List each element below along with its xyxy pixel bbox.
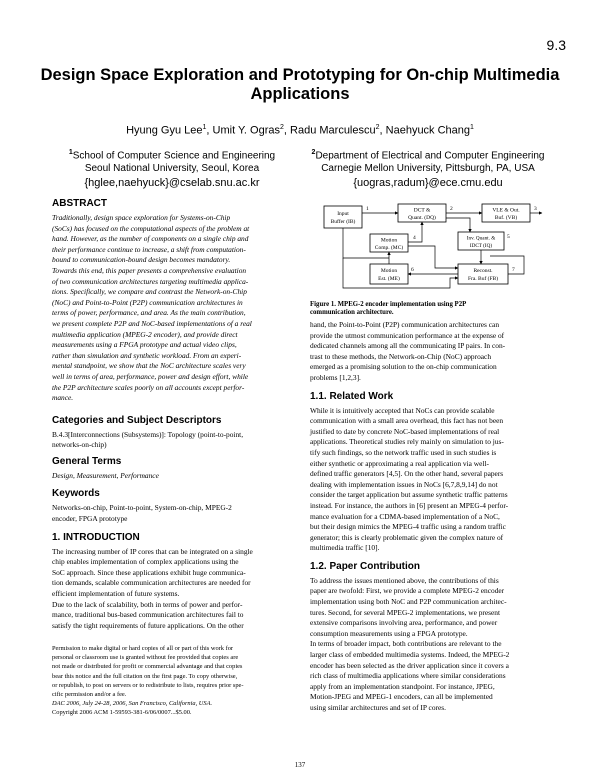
intro-line: efficient implementation of future systems. xyxy=(52,589,180,599)
abstract-line: well in terms of area, performance, power and design effort, while xyxy=(52,371,249,381)
author-affiliation-mark: 2 xyxy=(375,124,380,131)
affiliation-dept: School of Computer Science and Engineering xyxy=(72,150,276,162)
contribution-line: In terms of broader impact, both contributions are relevant to the xyxy=(310,639,502,649)
affiliation-email: {hglee,naehyuck}@cselab.snu.ac.kr xyxy=(84,177,260,190)
left-column xyxy=(52,198,290,631)
block-inv-quant-idct xyxy=(458,232,504,250)
abstract-heading: ABSTRACT xyxy=(52,198,107,209)
related-work-line: While it is intuitively accepted that NoCs can provide scalable xyxy=(310,405,495,415)
edge-label: 2 xyxy=(450,206,453,212)
conference-info: DAC 2006, July 24-28, 2006, San Francisco, California, USA. xyxy=(52,700,213,708)
intro-line: chip enables implementation of complex applications using the xyxy=(52,557,239,567)
block-label: Inv. Quant. & xyxy=(466,235,496,242)
permission-line: not made or distributed for profit or commercial advantage and that copies xyxy=(52,663,243,671)
author-name: Naehyuck Chang xyxy=(385,124,471,137)
abstract-line: Traditionally, design space exploration for Systems-on-Chip xyxy=(52,213,231,222)
related-work-line: instead. For instance, the authors in [6] present an MPEG-4 perfor- xyxy=(310,500,509,510)
categories-line: networks-on-chip) xyxy=(52,440,107,450)
contribution-line: rich class of multimedia applications where similar considerations xyxy=(310,671,506,681)
affiliation-email: {uogras,radum}@ece.cmu.edu xyxy=(353,177,503,190)
contribution-line: larger class of embedded multimedia systems. Indeed, the MPEG-2 xyxy=(310,650,510,660)
intro-cont-line: trast to these methods, the Network-on-Chip (NoC) approach xyxy=(310,351,492,361)
permission-notice xyxy=(52,644,290,718)
block-vle-output xyxy=(482,204,530,222)
contribution-line: To address the issues mentioned above, the contributions of this xyxy=(310,575,499,585)
abstract-line: measurements using a FPGA prototype and actual video clips, xyxy=(52,340,237,350)
related-work-line: tify such findings, so the network traffic used in such studies is xyxy=(310,447,497,457)
related-work-heading: 1.1. Related Work xyxy=(310,390,394,402)
block-label: DCT & xyxy=(413,207,431,214)
abstract-line: tions. Specifically, we compare and contrast the Network-on-Chip xyxy=(52,287,247,297)
author-affiliation-mark: 2 xyxy=(279,124,284,131)
intro-cont-line: emerged as a promising solution to the on-chip communication xyxy=(310,362,497,372)
contribution-heading: 1.2. Paper Contribution xyxy=(310,560,421,572)
block-recon-frame-buffer xyxy=(458,264,508,284)
edge-label: 4 xyxy=(413,235,416,241)
permission-line: or republish, to post on servers or to redistribute to lists, requires prior spe- xyxy=(52,681,244,689)
affiliation-2 xyxy=(308,146,548,190)
right-column xyxy=(310,320,550,714)
block-label: Motion xyxy=(380,237,398,244)
keywords-line: encoder, FPGA prototype xyxy=(52,514,128,524)
block-label: Est. (ME) xyxy=(378,276,400,282)
abstract-line: multimedia application (MPEG-2 encoder), and provide direct xyxy=(52,329,238,339)
contribution-line: apply from an implementation standpoint. For instance, JPEG, xyxy=(310,681,495,691)
page-number: 137 xyxy=(294,761,306,769)
abstract-line: mance. xyxy=(52,393,74,403)
block-label: Comp. (MC) xyxy=(374,245,404,251)
intro-line: Due to the lack of scalability, both in terms of power and perfor- xyxy=(52,599,243,609)
affiliation-dept: Department of Electrical and Computer Engineering xyxy=(315,150,545,162)
categories-line: B.4.3[Interconnections (Subsystems)]: Topology (point-to-point, xyxy=(52,429,244,439)
categories-heading: Categories and Subject Descriptors xyxy=(52,414,222,426)
block-label: Buffer (IB) xyxy=(330,219,356,225)
affiliation-number: 2 xyxy=(311,149,316,156)
abstract-body xyxy=(52,213,290,404)
edge-label: 5 xyxy=(507,234,510,240)
related-work-line: dealing with implementation issues in NoCs [6,7,8,9,14] do not xyxy=(310,479,498,489)
permission-line: bear this notice and the full citation on the first page. To copy otherwise, xyxy=(52,672,238,680)
related-work-line: consider the target application but assume synthetic traffic patterns xyxy=(310,490,508,500)
related-work-line: either synthetic or approximating a real application via well- xyxy=(310,458,489,468)
abstract-line: bound to communication-bound design becomes mandatory. xyxy=(52,255,231,265)
block-label: Fra. Buf (FB) xyxy=(467,276,499,282)
contribution-line: Motion-JPEG and MPEG-1 encoders, can all be implemented xyxy=(310,692,493,702)
page-section-number: 9.3 xyxy=(546,37,566,53)
copyright-info: Copyright 2006 ACM 1-59593-381-6/06/0007...$5.00. xyxy=(52,709,192,717)
abstract-line: of two communication architectures targeting multimedia applica- xyxy=(52,276,249,286)
introduction-heading: 1. INTRODUCTION xyxy=(52,531,140,543)
block-dct-quant xyxy=(398,204,446,222)
mpeg2-p2p-diagram xyxy=(310,198,550,294)
block-label: Buf. (VB) xyxy=(494,215,518,221)
block-label: Input xyxy=(337,211,349,217)
general-terms-text: Design, Measurement, Performance xyxy=(52,470,159,480)
author-affiliation-mark: 1 xyxy=(202,124,207,131)
intro-cont-line: dedicated channels among all the communicating IP pairs. In con- xyxy=(310,341,506,351)
contribution-line: implementation using both NoC and P2P communication architec- xyxy=(310,597,507,607)
edge-label: 3 xyxy=(534,206,537,212)
related-work-line: multimedia traffic [10]. xyxy=(310,543,380,553)
contribution-line: tures. Second, for several MPEG-2 implementations, we present xyxy=(310,607,501,617)
related-work-line: mance evaluation for a CDMA-based implementation of a NoC, xyxy=(310,511,500,521)
block-label: Motion xyxy=(380,268,398,274)
block-label: Quant. (DQ) xyxy=(408,215,436,221)
edge-label: 7 xyxy=(512,267,515,273)
abstract-line: hand. However, as the number of components on a single chip and xyxy=(52,234,249,244)
abstract-line: their performance continue to increase, a shift from computation- xyxy=(52,244,246,254)
abstract-line: mental standpoint, we show that the NoC architecture scales very xyxy=(52,361,246,371)
keywords-line: Networks-on-chip, Point-to-point, System-on-chip, MPEG-2 xyxy=(52,503,232,513)
edge-label: 6 xyxy=(411,267,414,273)
intro-line: mance, traditional bus-based communication architectures fail to xyxy=(52,610,244,620)
intro-line: SoC approach. Since these applications exhibit huge communica- xyxy=(52,567,246,577)
permission-line: cific permission and/or a fee. xyxy=(52,691,127,699)
abstract-line: rather than simulation and synthetic workload. From an experi- xyxy=(52,350,242,360)
block-motion-comp xyxy=(370,234,408,252)
figure-caption xyxy=(310,301,550,317)
contribution-line: extensive comparisons involving area, performance, and power xyxy=(310,618,498,628)
caption-line: communication architecture. xyxy=(310,309,394,316)
affiliation-university: Seoul National University, Seoul, Korea xyxy=(84,163,260,175)
related-work-line: applications. Theoretical studies rely mainly on simulation to jus- xyxy=(310,437,504,447)
paper-title: Design Space Exploration and Prototyping for On-chip Multimedia Applications xyxy=(40,66,560,103)
intro-cont-line: provide the utmost communication performance at the expense of xyxy=(310,330,505,340)
general-terms-heading: General Terms xyxy=(52,455,122,467)
keywords-heading: Keywords xyxy=(52,488,100,500)
contribution-line: encoder has been selected as the driver application since it covers a xyxy=(310,660,509,670)
block-motion-est xyxy=(370,264,408,284)
related-work-line: generator; this is clearly problematic given the complex nature of xyxy=(310,532,504,542)
author-name: Umit Y. Ogras xyxy=(212,124,280,137)
author-line: Hyung Gyu Lee$^1$, Umit Y. Ogras$^2$, Radu Marculescu$^2$, Naehyuck Chang$^1$ xyxy=(126,124,474,137)
block-label: IDCT (IQ) xyxy=(469,243,493,249)
related-work-line: justified to date by concrete NoC-based implementations of real xyxy=(310,426,500,436)
contribution-line: using similar architectures and set of IP cores. xyxy=(310,703,447,712)
contribution-line: consumption measurements using a FPGA prototype. xyxy=(310,628,468,638)
block-input-buffer xyxy=(324,206,362,228)
permission-line: Permission to make digital or hard copies of all or part of this work for xyxy=(52,645,234,652)
intro-line: The increasing number of IP cores that can be integrated on a single xyxy=(52,546,253,556)
block-label: VLE & Out. xyxy=(492,207,520,214)
abstract-line: the P2P architecture scales poorly on all accounts except perfor- xyxy=(52,382,245,392)
abstract-line: Towards this end, this paper presents a comprehensive evaluation xyxy=(52,265,247,275)
intro-cont-line: problems [1,2,3]. xyxy=(310,372,361,382)
affiliation-number: 1 xyxy=(68,149,73,156)
abstract-line: we present complete P2P and NoC-based implementations of a real xyxy=(52,318,252,328)
abstract-line: terms of power, performance, and area. As the main contribution, xyxy=(52,308,246,318)
permission-line: personal or classroom use is granted without fee provided that copies are xyxy=(52,654,239,662)
caption-line: Figure 1. MPEG-2 encoder implementation using P2P xyxy=(310,301,467,308)
edge-label: 1 xyxy=(366,206,369,212)
affiliation-university: Carnegie Mellon University, Pittsburgh, PA, USA xyxy=(321,163,535,175)
related-work-line: defined traffic generators [4,5]. On the other hand, several papers xyxy=(310,469,504,479)
block-label: Reconst. xyxy=(473,268,493,274)
intro-cont-line: hand, the Point-to-Point (P2P) communication architectures can xyxy=(310,320,500,329)
related-work-line: communication with a small area overhead, this fact has not been xyxy=(310,416,504,426)
intro-line: satisfy the tight requirements of future applications. On the other xyxy=(52,620,244,630)
contribution-line: paper are twofold: First, we provide a complete MPEG-2 encoder xyxy=(310,586,505,596)
author-affiliation-mark: 1 xyxy=(470,124,474,131)
related-work-line: but their design mimics the MPEG-4 traffic using a random traffic xyxy=(310,522,506,532)
abstract-line: (SoCs) has focused on the computational aspects of the problem at xyxy=(52,223,250,233)
author-name: Radu Marculescu xyxy=(290,124,376,137)
intro-line: tion demands, scalable communication architectures are needed for xyxy=(52,578,251,588)
affiliation-1 xyxy=(52,146,292,190)
author-name: Hyung Gyu Lee xyxy=(126,124,203,137)
abstract-line: (NoC) and Point-to-Point (P2P) communication architectures in xyxy=(52,297,243,307)
